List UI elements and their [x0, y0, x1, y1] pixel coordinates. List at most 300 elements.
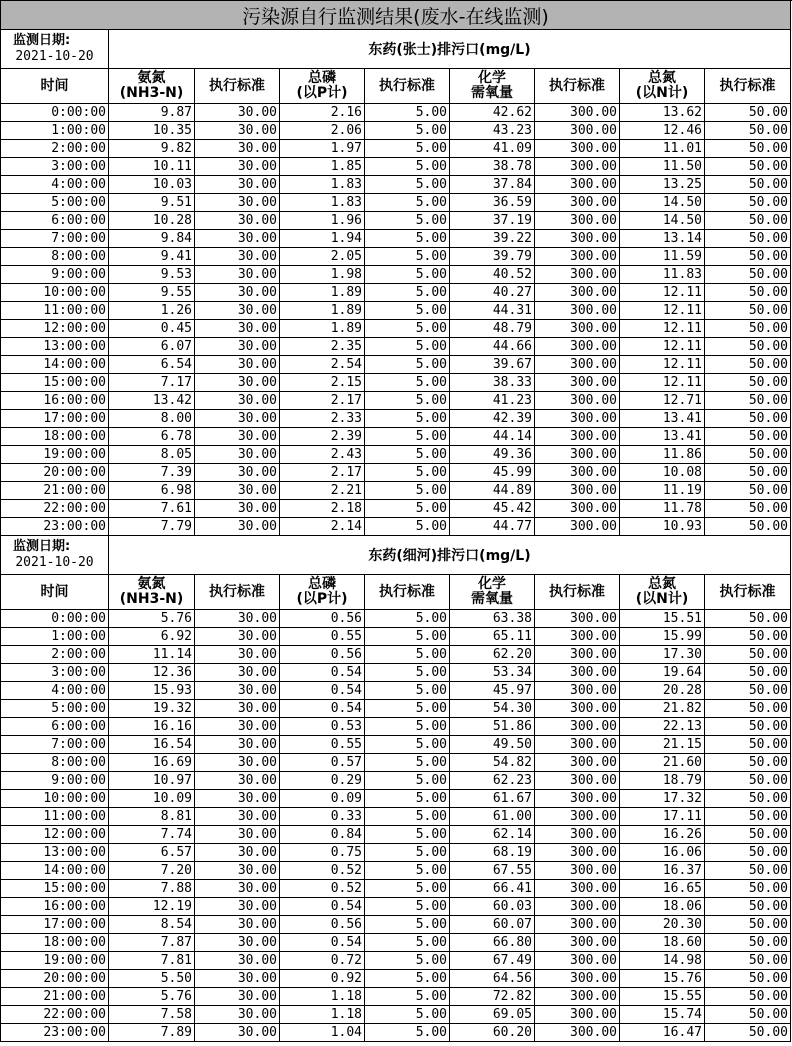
table-cell: 30.00 — [195, 428, 280, 446]
table-cell: 12.71 — [620, 392, 705, 410]
table-cell: 50.00 — [705, 646, 791, 664]
table-cell: 30.00 — [195, 898, 280, 916]
table-row — [1, 970, 792, 988]
table-cell: 300.00 — [535, 212, 620, 230]
table-cell: 20:00:00 — [1, 970, 109, 988]
table-row — [1, 808, 792, 826]
table-cell: 60.07 — [450, 916, 535, 934]
table-row — [1, 518, 792, 536]
table-cell: 5.00 — [365, 826, 450, 844]
table-cell: 30.00 — [195, 628, 280, 646]
table-cell: 54.30 — [450, 700, 535, 718]
table-cell: 300.00 — [535, 140, 620, 158]
table-cell: 13.62 — [620, 104, 705, 122]
column-header — [450, 69, 535, 104]
table-cell: 0.55 — [280, 736, 365, 754]
table-cell: 4:00:00 — [1, 682, 109, 700]
table-cell: 10.93 — [620, 518, 705, 536]
table-cell: 11.86 — [620, 446, 705, 464]
table-cell: 44.66 — [450, 338, 535, 356]
column-header — [1, 575, 109, 610]
column-header — [450, 575, 535, 610]
table-cell: 300.00 — [535, 880, 620, 898]
table-cell: 9.87 — [109, 104, 195, 122]
table-cell: 21:00:00 — [1, 482, 109, 500]
table-cell: 49.36 — [450, 446, 535, 464]
table-cell: 30.00 — [195, 988, 280, 1006]
table-cell: 10.08 — [620, 464, 705, 482]
table-cell: 67.49 — [450, 952, 535, 970]
table-row — [1, 610, 792, 628]
table-cell: 14:00:00 — [1, 862, 109, 880]
column-header-line: (以P计) — [296, 85, 348, 101]
table-cell: 0.54 — [280, 700, 365, 718]
table-cell: 50.00 — [705, 754, 791, 772]
table-cell: 30.00 — [195, 464, 280, 482]
table-cell: 2.21 — [280, 482, 365, 500]
table-cell: 5.00 — [365, 356, 450, 374]
column-header-line: 执行标准 — [719, 583, 776, 600]
table-cell: 7.79 — [109, 518, 195, 536]
table-cell: 5.00 — [365, 628, 450, 646]
table-cell: 0.84 — [280, 826, 365, 844]
column-header-line: (以N计) — [635, 591, 689, 607]
table-cell: 5.00 — [365, 212, 450, 230]
table-cell: 8.54 — [109, 916, 195, 934]
table-cell: 50.00 — [705, 790, 791, 808]
table-cell: 13:00:00 — [1, 844, 109, 862]
column-header-line: 执行标准 — [719, 77, 776, 94]
date-label: 监测日期: — [13, 33, 71, 48]
table-row — [1, 700, 792, 718]
table-cell: 12.11 — [620, 320, 705, 338]
table-cell: 17.32 — [620, 790, 705, 808]
table-cell: 1.85 — [280, 158, 365, 176]
table-cell: 300.00 — [535, 610, 620, 628]
table-cell: 1.98 — [280, 266, 365, 284]
table-cell: 1.04 — [280, 1024, 365, 1042]
table-cell: 300.00 — [535, 194, 620, 212]
table-cell: 0.52 — [280, 862, 365, 880]
table-cell: 12.11 — [620, 356, 705, 374]
table-cell: 2.17 — [280, 464, 365, 482]
table-cell: 51.86 — [450, 718, 535, 736]
table-row — [1, 140, 792, 158]
table-cell: 300.00 — [535, 284, 620, 302]
column-header-row — [1, 69, 792, 104]
table-cell: 18:00:00 — [1, 934, 109, 952]
table-cell: 300.00 — [535, 356, 620, 374]
table-cell: 30.00 — [195, 158, 280, 176]
table-cell: 7.17 — [109, 374, 195, 392]
table-cell: 3:00:00 — [1, 664, 109, 682]
table-cell: 60.03 — [450, 898, 535, 916]
table-cell: 39.79 — [450, 248, 535, 266]
table-cell: 50.00 — [705, 482, 791, 500]
table-cell: 54.82 — [450, 754, 535, 772]
table-cell: 300.00 — [535, 482, 620, 500]
column-header-line: 时间 — [40, 583, 69, 600]
table-cell: 300.00 — [535, 410, 620, 428]
table-cell: 23:00:00 — [1, 518, 109, 536]
column-header — [620, 575, 705, 610]
table-cell: 2.43 — [280, 446, 365, 464]
table-cell: 30.00 — [195, 736, 280, 754]
table-cell: 45.42 — [450, 500, 535, 518]
table-cell: 66.80 — [450, 934, 535, 952]
table-cell: 0:00:00 — [1, 610, 109, 628]
table-cell: 16.26 — [620, 826, 705, 844]
column-header-line: (NH3-N) — [119, 591, 184, 607]
table-cell: 11.01 — [620, 140, 705, 158]
table-cell: 50.00 — [705, 392, 791, 410]
table-cell: 50.00 — [705, 374, 791, 392]
table-cell: 300.00 — [535, 464, 620, 482]
sheet-title: 污染源自行监测结果(废水-在线监测) — [1, 1, 791, 30]
table-cell: 6.54 — [109, 356, 195, 374]
table-cell: 63.38 — [450, 610, 535, 628]
table-row — [1, 898, 792, 916]
table-cell: 300.00 — [535, 338, 620, 356]
table-cell: 0.55 — [280, 628, 365, 646]
table-cell: 50.00 — [705, 610, 791, 628]
table-cell: 40.27 — [450, 284, 535, 302]
table-cell: 15.93 — [109, 682, 195, 700]
table-cell: 50.00 — [705, 302, 791, 320]
table-row — [1, 158, 792, 176]
table-cell: 300.00 — [535, 248, 620, 266]
table-cell: 44.77 — [450, 518, 535, 536]
table-cell: 69.05 — [450, 1006, 535, 1024]
table-cell: 10.09 — [109, 790, 195, 808]
table-cell: 12.46 — [620, 122, 705, 140]
table-cell: 30.00 — [195, 176, 280, 194]
table-cell: 300.00 — [535, 320, 620, 338]
table-cell: 41.23 — [450, 392, 535, 410]
table-cell: 16.06 — [620, 844, 705, 862]
table-cell: 0.52 — [280, 880, 365, 898]
table-cell: 8.05 — [109, 446, 195, 464]
table-row — [1, 988, 792, 1006]
table-cell: 30.00 — [195, 952, 280, 970]
table-cell: 300.00 — [535, 700, 620, 718]
table-cell: 300.00 — [535, 790, 620, 808]
table-cell: 11:00:00 — [1, 808, 109, 826]
table-cell: 7.20 — [109, 862, 195, 880]
table-cell: 72.82 — [450, 988, 535, 1006]
table-row — [1, 934, 792, 952]
table-cell: 50.00 — [705, 952, 791, 970]
table-cell: 300.00 — [535, 970, 620, 988]
table-cell: 1.96 — [280, 212, 365, 230]
table-cell: 15.74 — [620, 1006, 705, 1024]
table-cell: 300.00 — [535, 230, 620, 248]
table-cell: 30.00 — [195, 682, 280, 700]
table-cell: 44.31 — [450, 302, 535, 320]
table-cell: 19.64 — [620, 664, 705, 682]
column-header — [280, 575, 365, 610]
table-cell: 5.00 — [365, 392, 450, 410]
table-cell: 9.51 — [109, 194, 195, 212]
table-cell: 10.03 — [109, 176, 195, 194]
table-cell: 5.00 — [365, 934, 450, 952]
table-cell: 30.00 — [195, 518, 280, 536]
table-cell: 14.50 — [620, 212, 705, 230]
table-cell: 15.55 — [620, 988, 705, 1006]
table-cell: 44.89 — [450, 482, 535, 500]
table-cell: 48.79 — [450, 320, 535, 338]
monitoring-date — [1, 30, 109, 69]
table-cell: 300.00 — [535, 374, 620, 392]
table-cell: 1.89 — [280, 284, 365, 302]
table-cell: 50.00 — [705, 518, 791, 536]
table-cell: 300.00 — [535, 898, 620, 916]
table-cell: 5.00 — [365, 464, 450, 482]
table-cell: 22:00:00 — [1, 1006, 109, 1024]
table-cell: 5.00 — [365, 1006, 450, 1024]
table-cell: 0.29 — [280, 772, 365, 790]
table-cell: 12.11 — [620, 374, 705, 392]
table-cell: 30.00 — [195, 880, 280, 898]
column-header — [705, 575, 791, 610]
table-cell: 16.69 — [109, 754, 195, 772]
table-cell: 1.18 — [280, 1006, 365, 1024]
table-cell: 30.00 — [195, 446, 280, 464]
table-cell: 15:00:00 — [1, 374, 109, 392]
table-cell: 300.00 — [535, 500, 620, 518]
table-cell: 2.39 — [280, 428, 365, 446]
table-cell: 30.00 — [195, 700, 280, 718]
table-cell: 5.00 — [365, 664, 450, 682]
table-cell: 0.33 — [280, 808, 365, 826]
table-row — [1, 646, 792, 664]
table-cell: 5.76 — [109, 988, 195, 1006]
table-cell: 7.87 — [109, 934, 195, 952]
table-row — [1, 320, 792, 338]
table-cell: 300.00 — [535, 646, 620, 664]
table-cell: 50.00 — [705, 500, 791, 518]
column-header — [365, 575, 450, 610]
table-cell: 0.53 — [280, 718, 365, 736]
column-header-line: 执行标准 — [379, 77, 435, 94]
column-header-line: 总磷 — [308, 70, 336, 86]
table-cell: 10.11 — [109, 158, 195, 176]
table-cell: 15:00:00 — [1, 880, 109, 898]
table-row — [1, 664, 792, 682]
table-row — [1, 122, 792, 140]
column-header-line: 化学 — [478, 70, 506, 86]
table-row — [1, 410, 792, 428]
table-cell: 5.00 — [365, 736, 450, 754]
sections-container — [1, 30, 792, 1042]
table-cell: 50.00 — [705, 826, 791, 844]
table-cell: 19:00:00 — [1, 446, 109, 464]
table-cell: 300.00 — [535, 158, 620, 176]
table-row — [1, 356, 792, 374]
table-cell: 2.16 — [280, 104, 365, 122]
table-cell: 50.00 — [705, 844, 791, 862]
table-row — [1, 826, 792, 844]
table-cell: 45.99 — [450, 464, 535, 482]
table-cell: 60.20 — [450, 1024, 535, 1042]
section-1 — [1, 536, 792, 1042]
table-cell: 2.33 — [280, 410, 365, 428]
column-header — [1, 69, 109, 104]
table-cell: 53.34 — [450, 664, 535, 682]
table-cell: 50.00 — [705, 428, 791, 446]
table-cell: 5:00:00 — [1, 194, 109, 212]
table-cell: 15.99 — [620, 628, 705, 646]
table-row — [1, 736, 792, 754]
table-cell: 5.00 — [365, 500, 450, 518]
table-cell: 4:00:00 — [1, 176, 109, 194]
table-cell: 7.88 — [109, 880, 195, 898]
table-cell: 17.30 — [620, 646, 705, 664]
table-cell: 40.52 — [450, 266, 535, 284]
table-cell: 5:00:00 — [1, 700, 109, 718]
table-cell: 50.00 — [705, 988, 791, 1006]
table-cell: 16.65 — [620, 880, 705, 898]
table-cell: 30.00 — [195, 194, 280, 212]
table-cell: 50.00 — [705, 320, 791, 338]
table-cell: 37.19 — [450, 212, 535, 230]
table-cell: 5.00 — [365, 302, 450, 320]
column-header — [620, 69, 705, 104]
table-cell: 30.00 — [195, 718, 280, 736]
table-cell: 5.00 — [365, 718, 450, 736]
table-cell: 300.00 — [535, 916, 620, 934]
table-cell: 5.00 — [365, 682, 450, 700]
table-cell: 5.00 — [365, 700, 450, 718]
table-cell: 15.76 — [620, 970, 705, 988]
table-cell: 2.14 — [280, 518, 365, 536]
table-cell: 8.81 — [109, 808, 195, 826]
table-row — [1, 1024, 792, 1042]
outlet-name: 东药(细河)排污口(mg/L) — [109, 536, 791, 575]
section-header-row — [1, 30, 792, 69]
table-cell: 0:00:00 — [1, 104, 109, 122]
table-cell: 5.00 — [365, 790, 450, 808]
table-cell: 39.67 — [450, 356, 535, 374]
table-cell: 300.00 — [535, 628, 620, 646]
table-cell: 0.75 — [280, 844, 365, 862]
table-cell: 11:00:00 — [1, 302, 109, 320]
table-cell: 50.00 — [705, 266, 791, 284]
table-cell: 0.56 — [280, 916, 365, 934]
table-cell: 0.54 — [280, 898, 365, 916]
monitoring-date — [1, 536, 109, 575]
table-cell: 5.00 — [365, 428, 450, 446]
column-header — [280, 69, 365, 104]
table-cell: 50.00 — [705, 1006, 791, 1024]
table-row — [1, 194, 792, 212]
table-cell: 18.06 — [620, 898, 705, 916]
table-cell: 50.00 — [705, 338, 791, 356]
table-cell: 30.00 — [195, 104, 280, 122]
table-cell: 5.00 — [365, 122, 450, 140]
table-cell: 30.00 — [195, 248, 280, 266]
table-cell: 49.50 — [450, 736, 535, 754]
table-cell: 0.45 — [109, 320, 195, 338]
table-cell: 5.00 — [365, 230, 450, 248]
table-row — [1, 212, 792, 230]
table-cell: 30.00 — [195, 500, 280, 518]
table-cell: 300.00 — [535, 446, 620, 464]
table-row — [1, 374, 792, 392]
column-header — [195, 575, 280, 610]
table-cell: 13.14 — [620, 230, 705, 248]
table-cell: 18.79 — [620, 772, 705, 790]
table-cell: 2:00:00 — [1, 646, 109, 664]
table-cell: 5.00 — [365, 176, 450, 194]
table-cell: 44.14 — [450, 428, 535, 446]
table-cell: 38.78 — [450, 158, 535, 176]
column-header-row — [1, 575, 792, 610]
table-cell: 30.00 — [195, 482, 280, 500]
table-cell: 5.00 — [365, 988, 450, 1006]
table-cell: 41.09 — [450, 140, 535, 158]
table-cell: 37.84 — [450, 176, 535, 194]
table-cell: 5.00 — [365, 248, 450, 266]
table-cell: 38.33 — [450, 374, 535, 392]
table-cell: 50.00 — [705, 176, 791, 194]
table-cell: 300.00 — [535, 518, 620, 536]
table-cell: 17:00:00 — [1, 916, 109, 934]
column-header-line: 总磷 — [308, 576, 336, 592]
table-cell: 67.55 — [450, 862, 535, 880]
table-cell: 5.76 — [109, 610, 195, 628]
table-cell: 21.82 — [620, 700, 705, 718]
table-cell: 30.00 — [195, 338, 280, 356]
table-cell: 50.00 — [705, 104, 791, 122]
table-cell: 10.35 — [109, 122, 195, 140]
table-cell: 9.82 — [109, 140, 195, 158]
table-cell: 11.59 — [620, 248, 705, 266]
table-cell: 50.00 — [705, 410, 791, 428]
table-cell: 5.00 — [365, 266, 450, 284]
table-cell: 30.00 — [195, 646, 280, 664]
table-cell: 1.94 — [280, 230, 365, 248]
table-cell: 19:00:00 — [1, 952, 109, 970]
table-row — [1, 176, 792, 194]
column-header-line: 氨氮 — [137, 70, 166, 86]
table-cell: 300.00 — [535, 428, 620, 446]
table-cell: 2.17 — [280, 392, 365, 410]
table-cell: 61.00 — [450, 808, 535, 826]
table-cell: 5.00 — [365, 916, 450, 934]
table-cell: 65.11 — [450, 628, 535, 646]
table-cell: 300.00 — [535, 104, 620, 122]
table-cell: 5.00 — [365, 284, 450, 302]
table-cell: 30.00 — [195, 610, 280, 628]
table-cell: 15.51 — [620, 610, 705, 628]
table-cell: 10.97 — [109, 772, 195, 790]
table-cell: 300.00 — [535, 266, 620, 284]
table-cell: 16.54 — [109, 736, 195, 754]
table-cell: 12:00:00 — [1, 826, 109, 844]
table-cell: 30.00 — [195, 302, 280, 320]
table-cell: 14.98 — [620, 952, 705, 970]
table-cell: 50.00 — [705, 808, 791, 826]
table-cell: 6.57 — [109, 844, 195, 862]
table-cell: 2:00:00 — [1, 140, 109, 158]
table-cell: 66.41 — [450, 880, 535, 898]
table-cell: 5.00 — [365, 158, 450, 176]
table-cell: 50.00 — [705, 158, 791, 176]
table-cell: 50.00 — [705, 916, 791, 934]
table-cell: 0.56 — [280, 610, 365, 628]
column-header — [535, 69, 620, 104]
